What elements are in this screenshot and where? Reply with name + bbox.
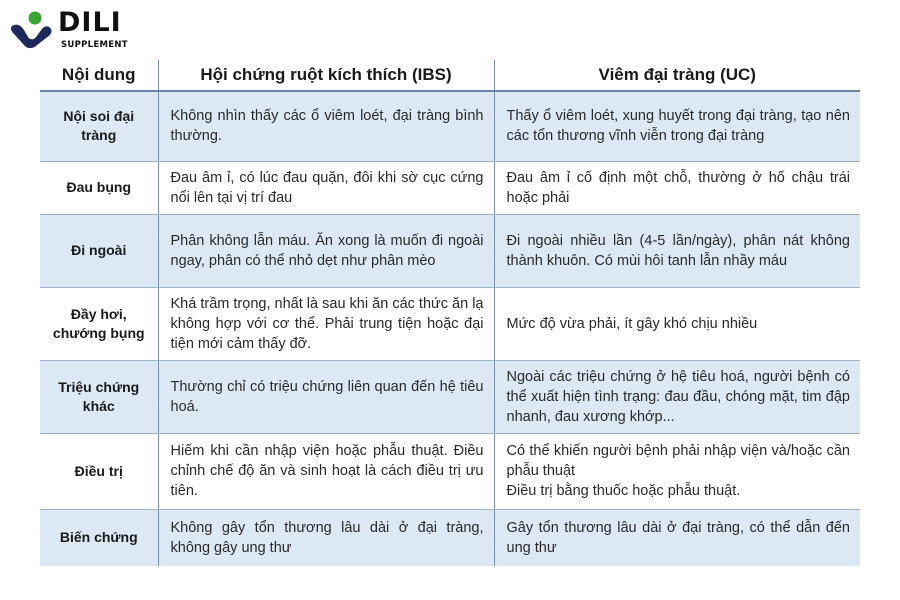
table-row xyxy=(40,287,860,360)
cell-ibs: Thường chỉ có triệu chứng liên quan đến hệ tiêu hoá. xyxy=(158,360,494,433)
row-label-other-symptoms: Triệu chứng khác xyxy=(40,360,158,433)
row-label-complications: Biến chứng xyxy=(40,509,158,566)
cell-ibs: Không gây tổn thương lâu dài ở đại tràng, không gây ung thư xyxy=(158,509,494,566)
row-label-colonoscopy: Nội soi đại tràng xyxy=(40,91,158,161)
table-row xyxy=(40,360,860,433)
brand-tagline: SUPPLEMENT xyxy=(61,40,128,50)
table-row xyxy=(40,161,860,214)
table-row xyxy=(40,509,860,566)
cell-ibs: Không nhìn thấy các ổ viêm loét, đại tràng bình thường. xyxy=(158,91,494,161)
brand-name: DILI xyxy=(58,7,122,38)
cell-uc: Mức độ vừa phải, ít gây khó chịu nhiều xyxy=(494,287,860,360)
row-label-bowel: Đi ngoài xyxy=(40,214,158,287)
row-label-bloating: Đầy hơi, chướng bụng xyxy=(40,287,158,360)
row-label-abdominal-pain: Đau bụng xyxy=(40,161,158,214)
cell-ibs: Hiếm khi cần nhập viện hoặc phẫu thuật. Điều chỉnh chế độ ăn và sinh hoạt là cách điều trị ưu tiên. xyxy=(158,433,494,509)
dili-logo-icon xyxy=(8,10,54,50)
table-row xyxy=(40,433,860,509)
header-content: Nội dung xyxy=(40,60,158,91)
cell-uc: Thấy ổ viêm loét, xung huyết trong đại tràng, tạo nên các tổn thương vĩnh viễn trong đại tràng xyxy=(494,91,860,161)
row-label-treatment: Điều trị xyxy=(40,433,158,509)
cell-uc: Gây tổn thương lâu dài ở đại tràng, có thể dẫn đến ung thư xyxy=(494,509,860,566)
cell-ibs: Đau âm ỉ, có lúc đau quặn, đôi khi sờ cục cứng nổi lên tại vị trí đau xyxy=(158,161,494,214)
cell-uc: Đau âm ỉ cố định một chỗ, thường ở hố chậu trái hoặc phải xyxy=(494,161,860,214)
table-row xyxy=(40,214,860,287)
table-header-row xyxy=(40,60,860,91)
cell-ibs: Khá trầm trọng, nhất là sau khi ăn các thức ăn lạ không hợp với cơ thể. Phải trung tiện hoặc đại tiện mới cảm thấy đỡ. xyxy=(158,287,494,360)
table-row xyxy=(40,91,860,161)
comparison-table xyxy=(40,60,860,566)
header-ibs: Hội chứng ruột kích thích (IBS) xyxy=(158,60,494,91)
cell-uc: Đi ngoài nhiều lần (4-5 lần/ngày), phân nát không thành khuôn. Có mùi hôi tanh lẫn nhầy máu xyxy=(494,214,860,287)
header-uc: Viêm đại tràng (UC) xyxy=(494,60,860,91)
cell-ibs: Phân không lẫn máu. Ăn xong là muốn đi ngoài ngay, phân có thể nhỏ dẹt như phân mèo xyxy=(158,214,494,287)
cell-uc: Ngoài các triệu chứng ở hệ tiêu hoá, người bệnh có thể xuất hiện tình trạng: đau đầu, chóng mặt, tim đập nhanh, đau xương khớp... xyxy=(494,360,860,433)
brand-logo xyxy=(8,4,148,54)
cell-uc: Có thể khiến người bệnh phải nhập viện và/hoặc cần phẫu thuật Điều trị bằng thuốc hoặc phẫu thuật. xyxy=(494,433,860,509)
